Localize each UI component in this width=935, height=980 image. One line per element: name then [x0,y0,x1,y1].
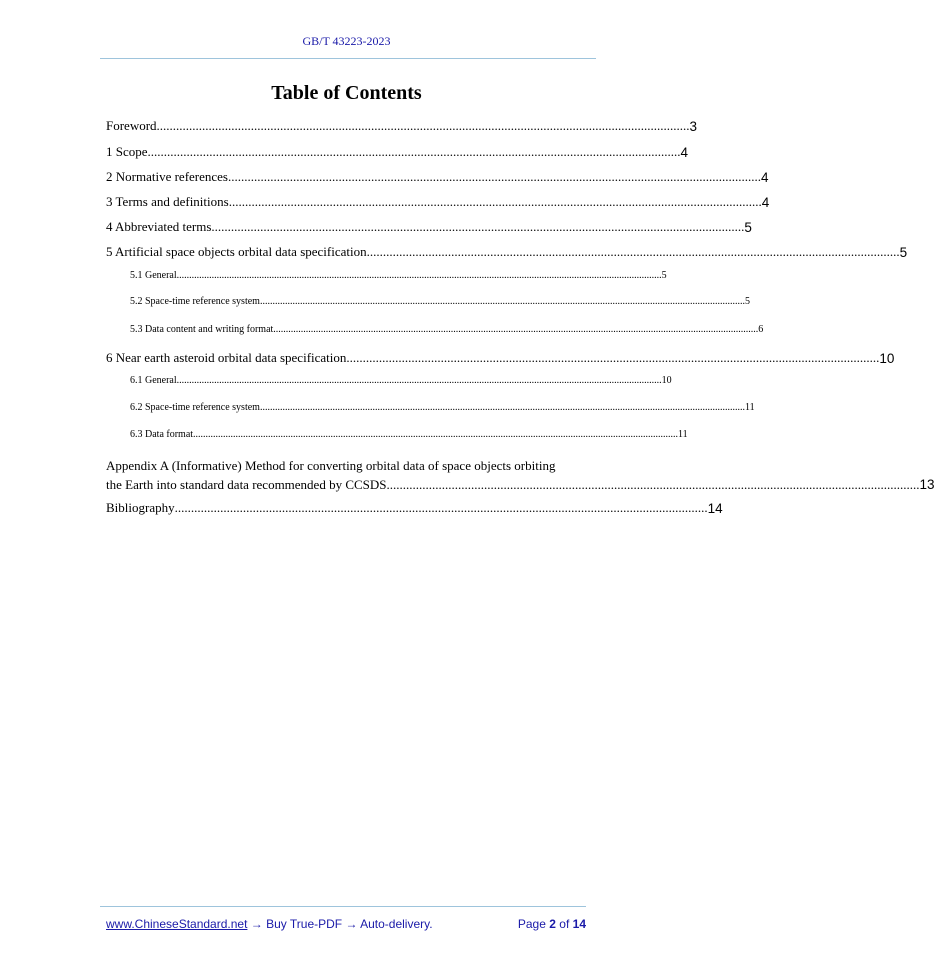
toc-leader-dots: .................................................................................................................................................................... [366,244,900,259]
toc-entry-page: 3 [689,119,698,134]
toc-entry-page: 6 [758,324,764,335]
footer-promo-text: → Buy True-PDF → Auto-delivery. [247,917,433,931]
toc-entry-label: 6 Near earth asteroid orbital data specification [106,350,347,365]
toc-entry-5-2[interactable] [130,296,750,307]
toc-entry-label-line2: the Earth into standard data recommended by CCSDS [106,477,387,492]
toc-entry-scope[interactable] [106,144,689,160]
toc-entry-page: 4 [761,170,769,185]
page-title: Table of Contents [271,82,422,104]
toc-entry-label: 4 Abbreviated terms [106,219,212,234]
toc-entry-page: 11 [678,429,688,440]
toc-entry-page: 4 [680,145,689,160]
toc-entry-label: 5.2 Space-time reference system [130,296,260,307]
toc-entry-label-line1: Appendix A (Informative) Method for converting orbital data of space objects orbiting [106,458,556,473]
total-pages: 14 [572,917,586,931]
toc-entry-page: 5 [744,220,752,235]
toc-entry-label: 5.1 General [130,270,177,281]
toc-entry-6-3[interactable] [130,429,688,440]
toc-leader-dots: .................................................................................................................................................................... [346,350,880,365]
toc-entry-section-5[interactable] [106,244,908,260]
toc-entry-label: 2 Normative references [106,169,228,184]
toc-entry-5-1[interactable] [130,270,667,281]
toc-entry-normative-references[interactable] [106,169,769,185]
header-divider [100,58,596,59]
toc-leader-dots: .................................................................................................................................................................................................. [259,296,745,307]
page-footer [106,917,586,931]
running-header: GB/T 43223-2023 [302,34,391,48]
toc-entry-page: 10 [879,351,895,366]
toc-entry-section-6[interactable] [106,350,895,366]
toc-entry-label: Bibliography [106,500,175,515]
toc-entry-6-1[interactable] [130,375,672,386]
toc-entry-label: 1 Scope [106,144,148,159]
toc-leader-dots: .................................................................................................................................................................... [211,219,745,234]
page-indicator: Page 2 of 14 [517,917,586,931]
website-link[interactable]: www.ChineseStandard.net [106,917,248,931]
toc-leader-dots: .................................................................................................................................................................................................. [176,270,662,281]
toc-entry-page: 5 [899,245,908,260]
toc-entry-page: 5 [661,270,667,281]
toc-entry-label: 6.2 Space-time reference system [130,402,260,413]
toc-entry-5-3[interactable] [130,324,764,335]
toc-entry-page: 4 [761,195,770,210]
toc-entry-abbreviated-terms[interactable] [106,219,752,235]
toc-leader-dots: .................................................................................................................................................................... [156,118,690,133]
toc-entry-terms-definitions[interactable] [106,194,770,210]
toc-leader-dots: .................................................................................................................................................................... [147,144,681,159]
toc-entry-label: 5.3 Data content and writing format [130,324,274,335]
toc-entry-page: 10 [661,375,672,386]
toc-entry-6-2[interactable] [130,402,755,413]
toc-entry-label: Foreword [106,118,157,133]
toc-leader-dots: .................................................................................................................................................................................................. [273,324,759,335]
toc-leader-dots: .................................................................................................................................................................................................. [176,375,662,386]
toc-entry-page: 13 [919,477,935,492]
current-page-number: 2 [549,917,556,931]
toc-entry-page: 14 [707,501,723,516]
toc-leader-dots: .................................................................................................................................................................... [174,500,708,515]
toc-leader-dots: .................................................................................................................................................................... [228,169,761,184]
toc-entry-appendix-a[interactable] [106,456,935,494]
toc-leader-dots: .................................................................................................................................................................... [228,194,762,209]
toc-entry-page: 11 [744,402,755,413]
toc-leader-dots: .................................................................................................................................................................... [386,477,920,492]
toc-leader-dots: .................................................................................................................................................................................................. [259,402,745,413]
footer-divider [100,906,586,907]
toc-entry-page: 5 [744,296,750,307]
toc-entry-label: 6.3 Data format [130,429,194,440]
toc-entry-label: 6.1 General [130,375,177,386]
toc-leader-dots: .................................................................................................................................................................................................. [193,429,679,440]
toc-entry-foreword[interactable] [106,118,698,134]
toc-entry-label: 5 Artificial space objects orbital data specification [106,244,367,259]
toc-entry-label: 3 Terms and definitions [106,194,229,209]
toc-entry-bibliography[interactable] [106,500,723,516]
